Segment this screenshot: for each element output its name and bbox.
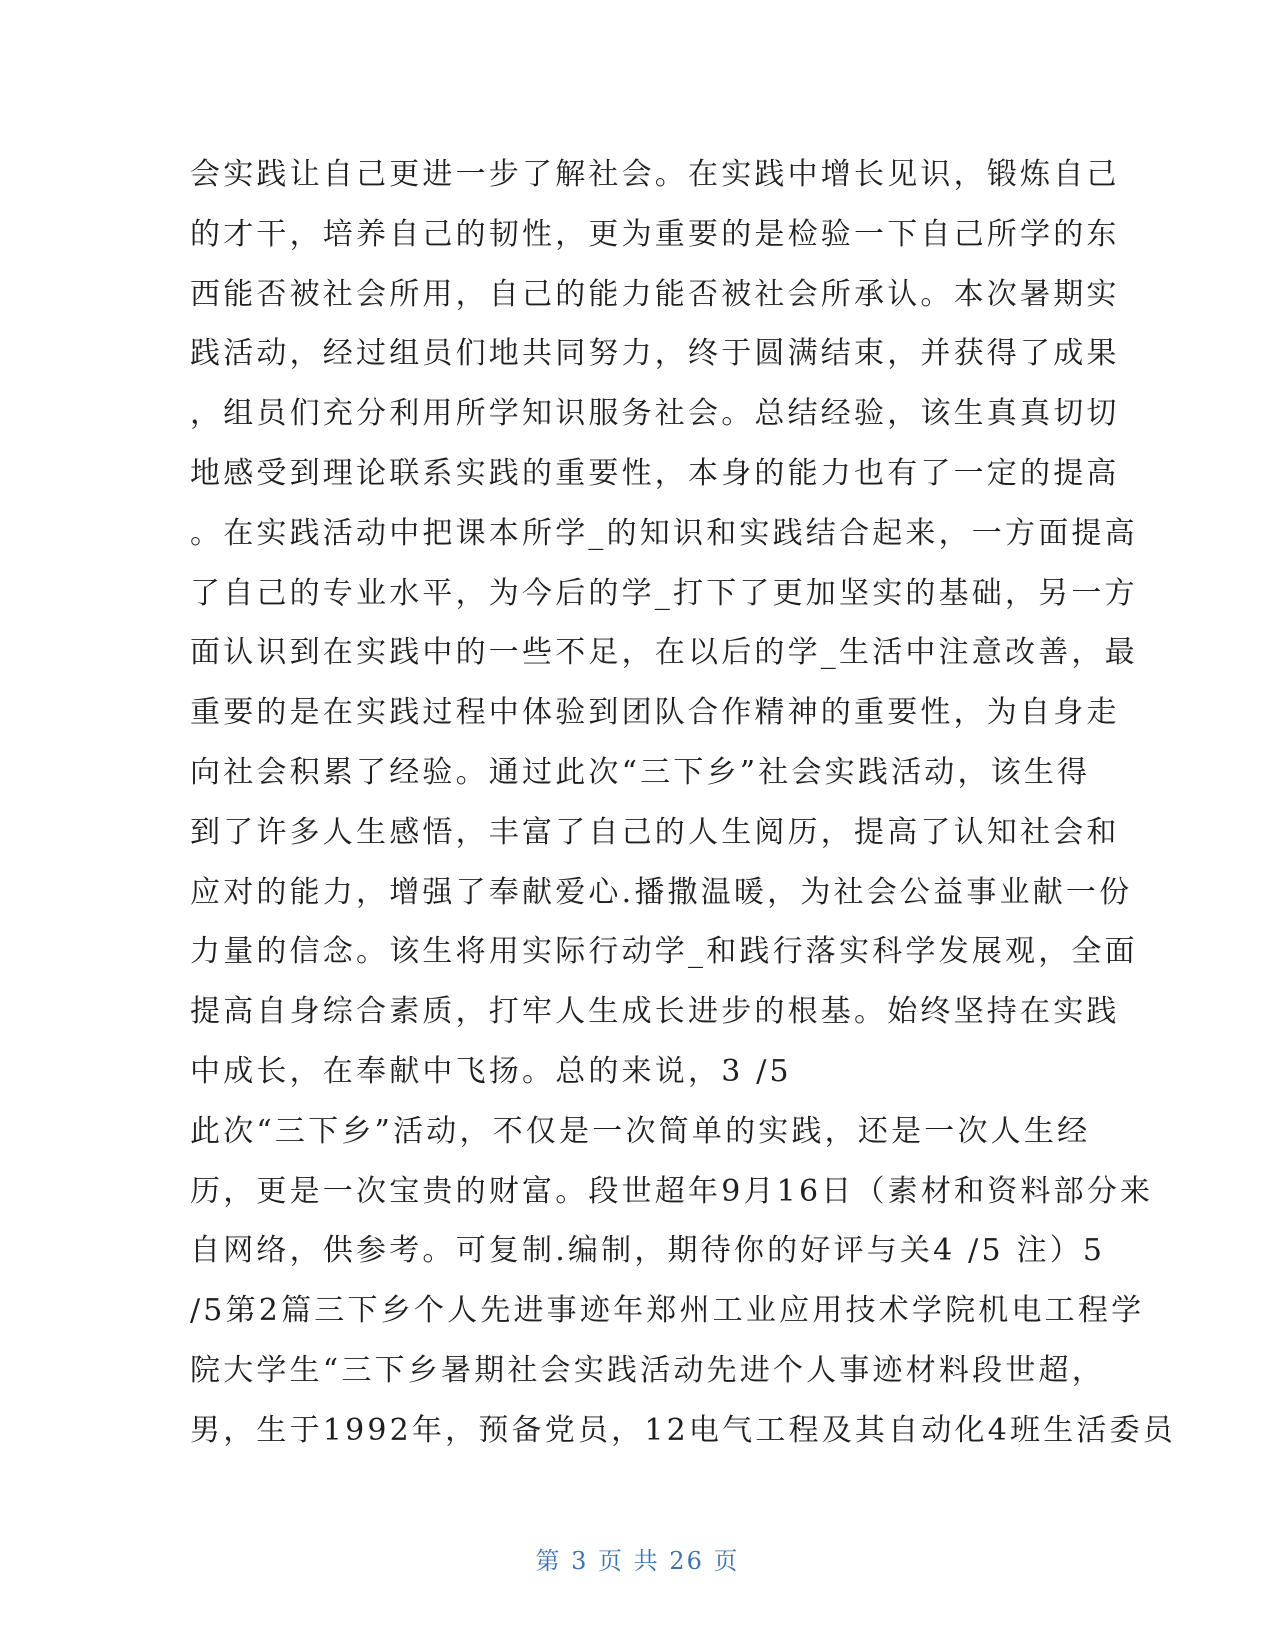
text-line: 此次“三下乡”活动，不仅是一次简单的实践，还是一次人生经 xyxy=(190,1113,1091,1149)
text-line: 地感受到理论联系实践的重要性，本身的能力也有了一定的提高 xyxy=(190,455,1120,491)
text-line: 院大学生“三下乡暑期社会实践活动先进个人事迹材料段世超， xyxy=(190,1352,1105,1388)
text-line: 会实践让自己更进一步了解社会。在实践中增长见识，锻炼自己 xyxy=(190,157,1120,192)
text-line: 了自己的专业水平，为今后的学_打下了更加坚实的基础，另一方 xyxy=(190,575,1138,611)
text-line: 力量的信念。该生将用实际行动学_和践行落实科学发展观，全面 xyxy=(190,934,1138,970)
text-line: 中成长，在奉献中飞扬。总的来说，3 /5 xyxy=(190,1053,792,1089)
text-line: ，组员们充分利用所学知识服务社会。总结经验，该生真真切切 xyxy=(190,396,1120,432)
text-line: 历，更是一次宝贵的财富。段世超年9月16日（素材和资料部分来 xyxy=(190,1173,1154,1209)
text-line: 提高自身综合素质，打牢人生成长进步的根基。始终坚持在实践 xyxy=(190,994,1120,1030)
text-line: 向社会积累了经验。通过此次“三下乡”社会实践活动，该生得 xyxy=(190,754,1091,790)
text-line: 的才干，培养自己的韧性，更为重要的是检验一下自己所学的东 xyxy=(190,216,1120,252)
text-line: 面认识到在实践中的一些不足，在以后的学_生活中注意改善，最 xyxy=(190,635,1138,671)
page-number-footer: 第 3 页 共 26 页 xyxy=(535,1547,740,1575)
text-line: 践活动，经过组员们地共同努力，终于圆满结束，并获得了成果 xyxy=(190,336,1120,372)
text-line: 男，生于1992年，预备党员，12电气工程及其自动化4班生活委员 xyxy=(190,1412,1177,1448)
body-text xyxy=(190,145,1177,1461)
text-line: 应对的能力，增强了奉献爱心.播撒温暖，为社会公益事业献一份 xyxy=(190,874,1133,910)
text-line: 。在实践活动中把课本所学_的知识和实践结合起来，一方面提高 xyxy=(190,515,1138,551)
text-line: /5第2篇三下乡个人先进事迹年郑州工业应用技术学院机电工程学 xyxy=(190,1293,1145,1329)
text-line: 西能否被社会所用，自己的能力能否被社会所承认。本次暑期实 xyxy=(190,276,1120,312)
text-line: 自网络，供参考。可复制.编制，期待你的好评与关4 /5 注）5 xyxy=(190,1233,1106,1269)
text-line: 重要的是在实践过程中体验到团队合作精神的重要性，为自身走 xyxy=(190,695,1120,731)
text-line: 到了许多人生感悟，丰富了自己的人生阅历，提高了认知社会和 xyxy=(190,814,1120,850)
